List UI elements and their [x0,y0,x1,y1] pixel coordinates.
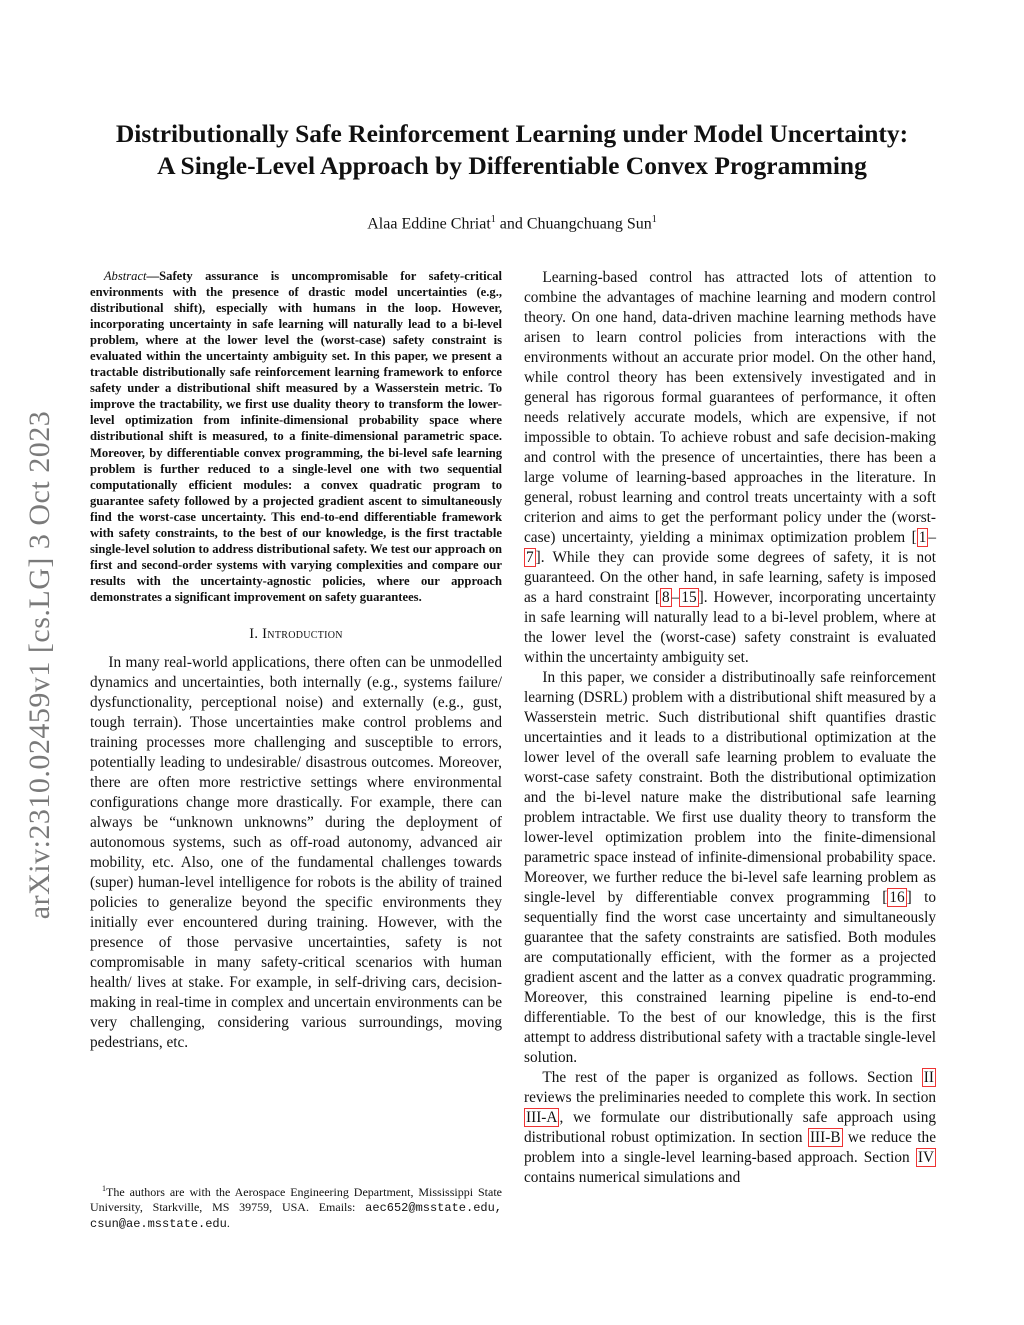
right-column [524,268,936,1188]
arxiv-sidebar [20,365,60,965]
abstract-lead: Abstract [103,269,147,283]
author-separator: and [495,215,527,233]
title-line-1: Distributionally Safe Reinforcement Learning under Model Uncertainty: [115,119,909,148]
author-2: Chuangchuang Sun [526,215,652,233]
intro-paragraph-1: In many real-world applications, there often can be unmodelled dynamics and uncertainties, both internally (e.g., systems failure/ dysfunctionality, perceptional noise) and externally (e.g., gust, tough terrain). Those uncertainties make control problems and training processes more challenging and susceptible to errors, potentially leading to undesirable/ disastrous outcomes. Moreover, there are often more restrictive settings where environmental configurations change more drastically. For example, there can always be “unknown unknowns” during the deployment of autonomous systems, such as off-road autonomy, advanced air mobility, etc. Also, one of the fundamental challenges towards (super) human-level intelligence for robots is the ability of trained policies to generalize beyond the specific environments they initially ever encountered during training. However, with the presence of those pervasive uncertainties, safety is not compromisable in many safety-critical scenarios with human health/ lives at stake. For example, in self-driving cars, decision-making in real-time in complex and uncertain environments can be very challenging, considering various surroundings, moving pedestrians, etc. [90,653,502,1051]
intro-paragraph-4-text-e: contains numerical simulations and [524,1169,741,1186]
abstract-text: Safety assurance is uncompromisable for safety-critical environments with the presence of drastic model uncertainties (e.g., distributional shift), especially with humans in the loop. However, incorporating uncertainty in safe learning will naturally lead to a bi-level problem, where at the lower level the (worst-case) safety constraint is evaluated within the uncertainty ambiguity set. In this paper, we present a tractable distributionally safe reinforcement learning framework to enforce safety under a distributional shift measured by a Wasserstein metric. To improve the tractability, we first use duality theory to transform the lower-level optimization from infinite-dimensional probability space where distributional shift is measured, to a finite-dimensional parametric space. Moreover, by differentiable convex programming, the bi-level safe learning problem is further reduced to a single-level one with two sequential computationally efficient modules: a convex quadratic program to guarantee safety followed by a projected gradient ascent to simultaneously find the worst-case uncertainty. This end-to-end differentiable framework with safety constraints, to the best of our knowledge, is the first tractable single-level solution to address distributional safety. We test our approach on first and second-order systems with varying complexities and compare our results with the uncertainty-agnostic policies, where our approach demonstrates a significant improvement on safety guarantees. [90,269,502,604]
intro-paragraph-3-text-b: ] to sequentially find the worst case uncertainty and simultaneously guarantee that the safety constraints are satisfied. Both modules are computationally efficient, with the former as a projected gradient ascent and the latter as a convex quadratic programming. Moreover, this constrained learning pipeline is end-to-end differentiable. To the best of our knowledge, this is the first attempt to address distributional safety with a tractable single-level solution. [524,889,937,1066]
arxiv-identifier[interactable]: arXiv:2310.02459v1 [cs.LG] 3 Oct 2023 [23,410,56,920]
title-line-2: A Single-Level Approach by Differentiable Convex Programming [157,151,867,180]
footnote-emails[interactable]: aec652@msstate.edu, csun@ae.msstate.edu [90,1201,502,1231]
intro-paragraph-4-text-c: , we formulate our distributionally safe approach using distributional robust optimization. In section [524,1109,936,1146]
intro-paragraph-2-text-a: Learning-based control has attracted lots of attention to combine the advantages of machine learning and modern control theory. On one hand, data-driven machine learning methods have arisen to learn control policies from interactions with the environments without an accurate prior model. On the other hand, while control theory has been extensively investigated and in general has rigorous formal guarantees of performance, it often needs relatively accurate models, which are expensive, if not impossible to obtain. To achieve robust and safe decision-making and control with the presence of uncertainties, there has been a large volume of learning-based approaches in the literature. In general, robust learning and control treats uncertainty with a soft criterion and aims to get the performant policy under the (worst-case) uncertainty, yielding a minimax optimization problem [ [524,269,936,546]
intro-paragraph-3-text-a: In this paper, we consider a distributinoally safe reinforcement learning (DSRL) problem with a distributional shift measured by a Wasserstein metric. Such distributional shift quantifies drastic uncertainties and it leads to a distributional optimization at the lower level of the overall safe learning problem to evaluate the worst-case safety constraint. Both the distributional optimization and the bi-level nature make the distributional safe learning problem intractable. We first use duality theory to transform the lower-level optimization problem into the finite-dimensional parametric space instead of infinite-dimensional probability space. Moreover, we further reduce the bi-level safe learning problem as single-level by differentiable convex programming [ [524,669,936,906]
affiliation-mark-2: 1 [651,214,657,225]
citation-link-15[interactable]: 15 [681,589,697,606]
intro-paragraph-2-text-b: ]. While they can provide some degrees of safety, it is not guaranteed. On the other hand, in safe learning, safety is imposed as a hard constraint [ [524,549,936,606]
citation-dash: – [928,529,936,546]
citation-link-16[interactable]: 16 [889,889,905,906]
citation-link-1[interactable]: 1 [918,529,927,546]
author-1: Alaa Eddine Chriat [367,215,491,233]
intro-paragraph-2 [524,268,936,668]
affiliation-mark-1: 1 [490,214,496,225]
citation-dash: – [671,589,680,606]
abstract-dash: — [146,269,160,283]
intro-paragraph-4-text-a: The rest of the paper is organized as follows. Section [542,1069,922,1086]
left-column [90,268,502,1053]
intro-paragraph-4 [524,1068,936,1188]
section-link-III-A[interactable]: III-A [526,1109,558,1126]
intro-paragraph-4-text-d: we reduce the problem into a single-level learning-based approach. Section [524,1129,936,1166]
footnote-end: . [226,1216,230,1230]
section-link-II[interactable]: II [923,1069,934,1086]
citation-link-7[interactable]: 7 [526,549,534,566]
footnote [90,1181,502,1232]
intro-paragraph-3 [524,668,936,1068]
citation-link-8[interactable]: 8 [662,589,670,606]
section-link-IV[interactable]: IV [917,1149,934,1166]
section-link-III-B[interactable]: III-B [809,1129,841,1146]
footnote-text: The authors are with the Aerospace Engineering Department, Mississippi State University, Starkville, MS 39759, USA. Emails: [90,1185,502,1214]
footnote-mark: 1 [102,1184,106,1193]
intro-paragraph-2-text-c: ]. However, incorporating uncertainty in safe learning will naturally lead to a bi-level problem, where at the lower level the (worst-case) safety constraint is evaluated within the uncertainty ambiguity set. [524,589,936,666]
section-heading-text: I. Introduction [249,625,343,642]
abstract [90,268,502,605]
paper-title [60,118,964,182]
author-line [60,209,964,235]
section-heading-introduction [90,625,502,643]
intro-paragraph-4-text-b: reviews the preliminaries needed to complete this work. In section [524,1089,936,1106]
